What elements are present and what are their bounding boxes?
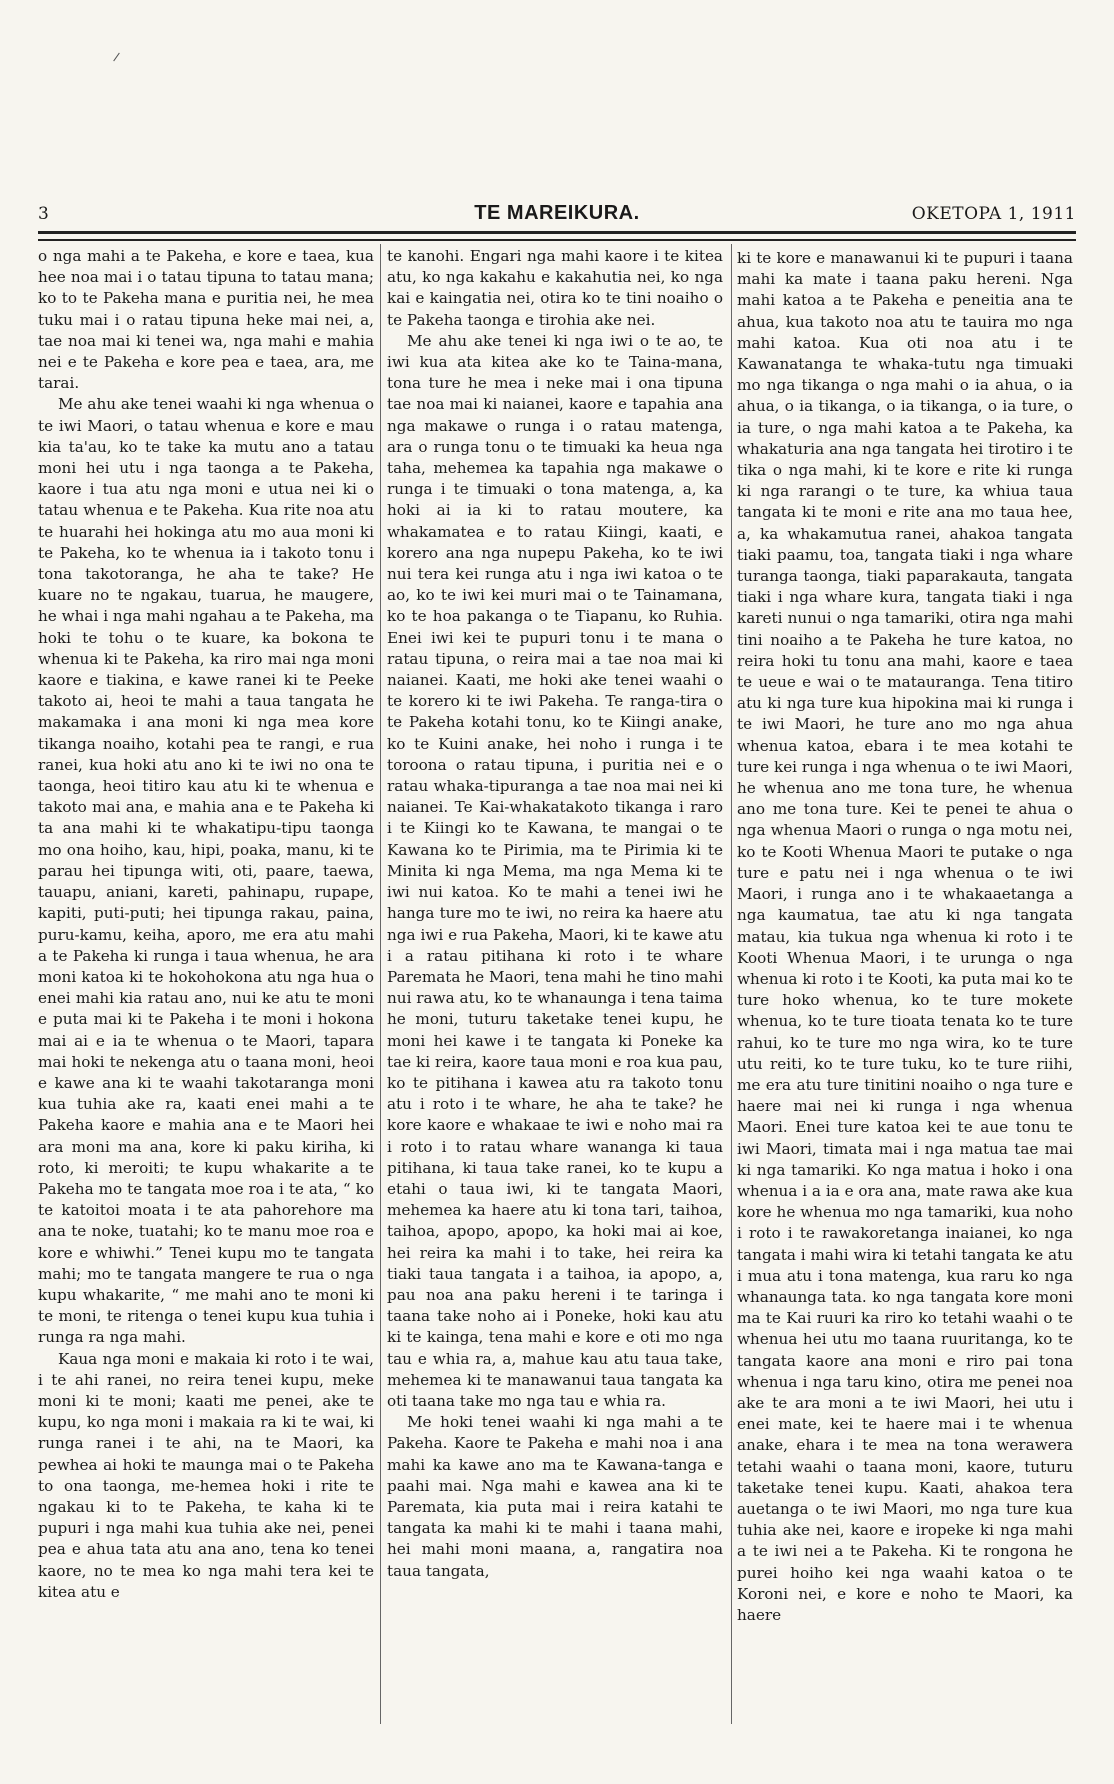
paragraph: Me hoki tenei waahi ki nga mahi a te Pakeha. Kaore te Pakeha e mahi noa i ana mahi ka kawe ano ma te Kawana-tanga e paahi mai. Nga mahi e kawea ana ki te Paremata, kia puta mai i reira katahi te tangata ka mahi ki te mahi i taana mahi, hei mahi moni maana, a, rangatira noa taua tangata, (387, 1413, 723, 1580)
newspaper-title: TE MAREIKURA. (474, 202, 640, 224)
text-column-3 (737, 248, 1073, 1728)
paragraph: ki te kore e manawanui ki te pupuri i taana mahi ka mate i taana paku hereni. Nga mahi katoa a te Pakeha e peneitia ana te ahua, kua takoto noa atu te tauira mo nga mahi katoa. Kua oti noa atu i te Kawanatanga te whaka-tutu nga timuaki mo nga tikanga o nga mahi o ia ahua, o ia ahua, o ia tikanga, o ia tikanga, o ia ture, o ia ture, o nga mahi katoa a te Pakeha, ka whakaturia ana nga tangata hei tirotiro i te tika o nga mahi, ki te kore e rite ki runga ki nga rarangi o te ture, ka whiua taua tangata ki te moni e rite ana mo taua hee, a, ka whakamutua ranei, ahakoa tangata tiaki paamu, toa, tangata tiaki i nga whare turanga taonga, tiaki paparakauta, tangata tiaki i nga whare kura, tangata tiaki i nga kareti nunui o nga tamariki, otira nga mahi tini noaiho a te Pakeha he ture katoa, no reira hoki tu tonu ana mahi, kaore e taea te ueue e wai o te matauranga. Tena titiro atu ki nga ture kua hipokina mai ki runga i te iwi Maori, he ture ano mo nga ahua whenua katoa, ebara i te mea kotahi te ture kei runga i nga whenua o te iwi Maori, he whenua ano me tona ture, he whenua ano me tona ture. Kei te penei te ahua o nga whenua Maori o runga o nga motu nei, ko te Kooti Whenua Maori te putake o nga ture e patu nei i nga whenua o te iwi Maori, i runga ano i te whakaaetanga a nga kaumatua, tae atu ki nga tangata matau, kia tukua nga whenua ki roto i te Kooti Whenua Maori, i te urunga o nga whenua ki roto i te Kooti, ka puta mai ko te ture hoko whenua, ko te ture mokete whenua, ko te ture tioata tenata ko te ture rahui, ko te ture mo nga wira, ko te ture utu reiti, ko te ture tuku, ko te ture riihi, me era atu ture tinitini noaiho o nga ture e haere mai nei ki runga i nga whenua Maori. Enei ture katoa kei te aue tonu te iwi Maori, timata mai i nga matua tae mai ki nga tamariki. Ko nga matua i hoko i ona whenua i a ia e ora ana, mate rawa ake kua kore he whenua mo nga tamariki, kua noho i roto i te rawakoretanga inaianei, ko nga tangata i mahi wira ki tetahi tangata ke atu i mua atu i tona matenga, kua raru ko nga whanaunga tata. ko nga tangata kore moni ma te Kai ruuri ka riro ko tetahi waahi o te whenua hei utu mo taana ruuritanga, ko te tangata kaore ana moni e riro pai tona whenua i nga taru kino, otira me penei noa ake te ara moni a te iwi Maori, hei utu i enei mate, kei te haere mai i te whenua anake, ehara i te mea na tona werawera tetahi waahi o taana moni, kaore, tuturu taketake tenei kupu. Kaati, ahakoa tera auetanga o te iwi Maori, mo nga ture kua tuhia ake nei, kaore e iropeke ki nga mahi a te iwi nei a te Pakeha. Ki te rongona he purei hoiho kei nga waahi katoa o te Koroni nei, e kore e noho te Maori, ka haere (737, 249, 1073, 1624)
stray-pen-mark (113, 53, 120, 62)
page-number: 3 (38, 204, 49, 224)
text-column-1 (38, 246, 374, 1726)
header-rule-thick (38, 231, 1076, 234)
column-divider (731, 244, 732, 1724)
paragraph: Kaua nga moni e makaia ki roto i te wai, i te ahi ranei, no reira tenei kupu, meke moni ki te moni; kaati me penei, ake te kupu, ko nga moni i makaia ra ki te wai, ki runga ranei i te ahi, na te Maori, ka pewhea ai hoki te maunga mai o te Pakeha to ona taonga, me-hemea hoki i rite te ngakau ki to te Pakeha, te kaha ki te pupuri i nga mahi kua tuhia ake nei, penei pea e ahua tata atu ana ano, tena ko tenei kaore, no te mea ko nga mahi tera kei te kitea atu e (38, 1349, 374, 1601)
header-rule-thin (38, 239, 1076, 241)
text-column-2 (387, 246, 723, 1726)
column-divider (380, 244, 381, 1724)
paragraph: Me ahu ake tenei waahi ki nga whenua o te iwi Maori, o tatau whenua e kore e mau kia ta'au, ko te take ka mutu ano a tatau moni hei utu i nga taonga a te Pakeha, kaore i tua atu nga moni e utua nei ki o tatau whenua e te Pakeha. Kua rite noa atu te huarahi hei hokinga atu mo aua moni ki te Pakeha, ko te whenua ia i takoto tonu i tona takotoranga, he aha te take? He kuare no te ngakau, tuarua, he maugere, he whai i nga mahi ngahau a te Pakeha, ma hoki te tohu o te kuare, ka bokona te whenua ki te Pakeha, ka riro mai nga moni kaore e tiakina, e kawe ranei ki te Peeke takoto ai, heoi te mahi a taua tangata he makamaka i ana moni ki nga mea kore tikanga noaiho, kotahi pea te rangi, e rua ranei, kua hoki atu ano ki te iwi no ona te taonga, heoi titiro kau atu ki te whenua e takoto mai ana, e mahia ana e te Pakeha ki ta ana mahi ki te whakatipu-tipu taonga mo ona hoiho, kau, hipi, poaka, manu, ki te parau hei tipunga witi, oti, paare, taewa, tauapu, aniani, kareti, pahinapu, rupape, kapiti, puti-puti; hei tipunga rakau, paina, puru-kamu, keiha, aporo, me era atu mahi a te Pakeha ki runga i taua whenua, he ara moni katoa ki te hokohokona atu nga hua o enei mahi kia ratau ano, nui ke atu te moni e puta mai ki te Pakeha i te moni i hokona mai ai e ia te whenua o te Maori, tapara mai hoki te nekenga atu o taana moni, heoi e kawe ana ki te waahi takotaranga moni kua tuhia ake ra, kaati enei mahi a te Pakeha kaore e mahia ana e te Maori hei ara moni ma ana, kore ki paku kiriha, ki roto, ki meroiti; te kupu whakarite a te Pakeha mo te tangata moe roa i te ata, “ ko te katoitoi moata i te ata pahorehore ma ana te noke, tuatahi; ko te manu moe roa e kore e whiwhi.” Tenei kupu mo te tangata mahi; mo te tangata mangere te rua o nga kupu whakarite, “ me mahi ano te moni ki te moni, te ritenga o tenei kupu kua tuhia i runga ra nga mahi. (38, 395, 374, 1347)
paragraph: te kanohi. Engari nga mahi kaore i te kitea atu, ko nga kakahu e kakahutia nei, ko nga kai e kaingatia nei, otira ko te tini noaiho o te Pakeha taonga e tirohia ake nei. (387, 247, 723, 329)
page-header (38, 200, 1076, 234)
paragraph: o nga mahi a te Pakeha, e kore e taea, kua hee noa mai i o tatau tipuna to tatau mana; ko to te Pakeha mana e puritia nei, he mea tuku mai i o ratau tipuna heke mai nei, a, tae noa mai ki tenei wa, nga mahi e mahia nei e te Pakeha e kore pea e taea, ara, me tarai. (38, 247, 374, 393)
paragraph: Me ahu ake tenei ki nga iwi o te ao, te iwi kua ata kitea ake ko te Taina-mana, tona ture he mea i neke mai i ona tipuna tae noa mai ki naianei, kaore e tapahia ana nga makawe o runga i o ratau matenga, ara o runga tonu o te timuaki ka heua nga taha, mehemea ka tapahia nga makawe o runga i te timuaki o tona matenga, a, ka hoki ai ia ki to ratau moutere, ka whakamatea e to ratau Kiingi, kaati, e korero ana nga nupepu Pakeha, ko te iwi nui tera kei runga atu i nga iwi katoa o te ao, ko te iwi kei muri mai o te Tainamana, ko te hoa pakanga o te Tiapanu, ko Ruhia. Enei iwi kei te pupuri tonu i te mana o ratau tipuna, o reira mai a tae noa mai ki naianei. Kaati, me hoki ake tenei waahi o te korero ki te iwi Pakeha. Te ranga-tira o te Pakeha kotahi tonu, ko te Kiingi anake, ko te Kuini anake, hei noho i runga i te toroona o ratau tipuna, i puritia nei e o ratau whaka-tipuranga a tae noa mai nei ki naianei. Te Kai-whakatakoto tikanga i raro i te Kiingi ko te Kawana, te mangai o te Kawana ko te Pirimia, ma te Pirimia ki te Minita ki nga Mema, ma nga Mema ki te iwi nui katoa. Ko te mahi a tenei iwi he hanga ture mo te iwi, no reira ka haere atu nga iwi e rua Pakeha, Maori, ki te kawe atu i a ratau pitihana ki roto i te whare Paremata he Maori, tena mahi he tino mahi nui rawa atu, ko te whanaunga i tena taima he moni, tuturu taketake tenei kupu, he moni hei kawe i te tangata ki Poneke ka tae ki reira, kaore taua moni e roa kua pau, ko te pitihana i kawea atu ra takoto tonu atu i roto i te whare, he aha te take? he kore kaore e whakaae te iwi e noho mai ra i roto i to ratau whare wananga ki taua pitihana, ki taua take ranei, ko te kupu a etahi o taua iwi, ki te tangata Maori, mehemea ka haere atu ki tona tari, taihoa, taihoa, apopo, apopo, ka hoki mai ai koe, hei reira ka mahi i to take, hei reira ka tiaki taua tangata i a taihoa, ia apopo, a, pau noa ana paku hereni i te taringa i taana take noho ai i Poneke, hoki kau atu ki te kainga, tena mahi e kore e oti mo nga tau e whia ra, a, mahue kau atu taua take, mehemea ki te manawanui taua tangata ka oti taana take mo nga tau e whia ra. (387, 331, 723, 1410)
issue-date: OKETOPA 1, 1911 (911, 204, 1076, 224)
